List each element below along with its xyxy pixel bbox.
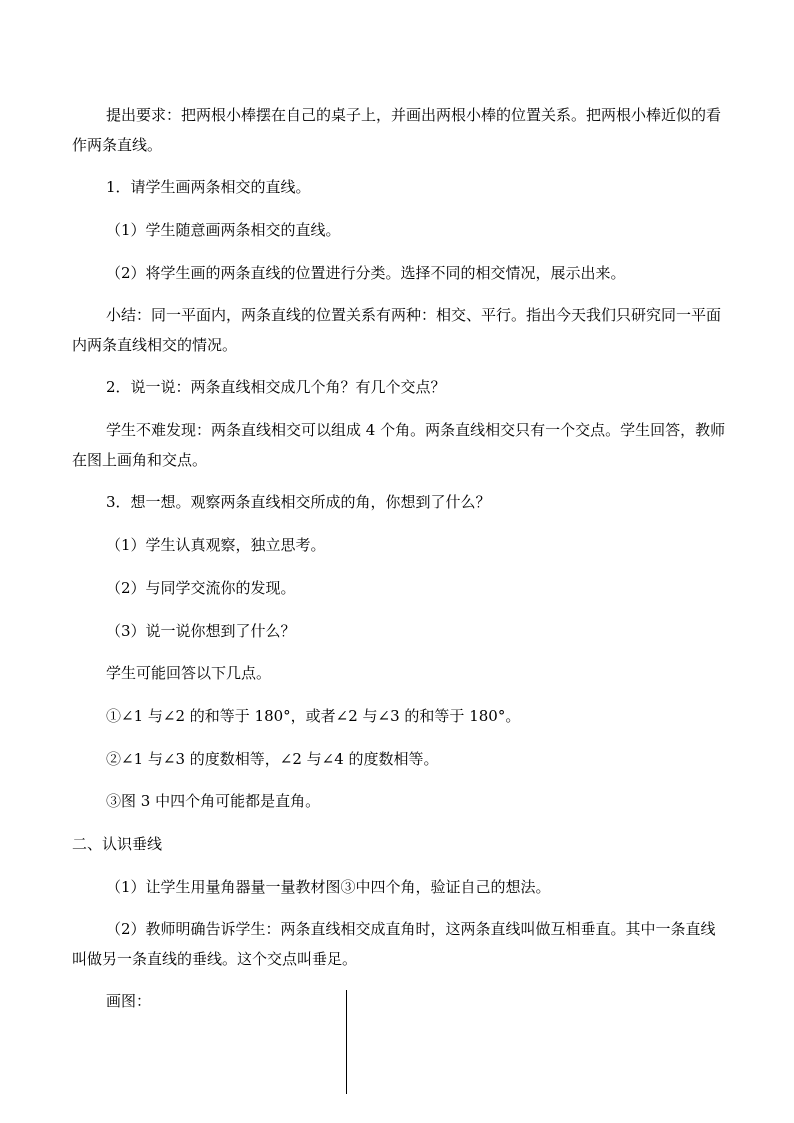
step-1-item-1: （1）学生随意画两条相交的直线。 — [106, 221, 341, 239]
step-3-item-2: （2）与同学交流你的发现。 — [106, 579, 296, 597]
paragraph-summary: 小结：同一平面内，两条直线的位置关系有两种：相交、平行。指出今天我们只研究同一平面内两条直线相交的情况。 — [72, 306, 722, 354]
perpendicular-item-1: （1）让学生用量角器量一量教材图③中四个角，验证自己的想法。 — [106, 878, 551, 896]
answer-2: ②∠1 与∠3 的度数相等，∠2 与∠4 的度数相等。 — [106, 750, 439, 768]
answer-3: ③图 3 中四个角可能都是直角。 — [106, 792, 321, 810]
section-heading-perpendicular: 二、认识垂线 — [72, 835, 163, 853]
step-2-heading: 2．说一说：两条直线相交成几个角？有几个交点？ — [106, 378, 446, 396]
step-1-heading: 1．请学生画两条相交的直线。 — [106, 178, 311, 196]
drawing-label: 画图： — [106, 992, 152, 1010]
perpendicular-item-2: （2）教师明确告诉学生：两条直线相交成直角时，这两条直线叫做互相垂直。其中一条直线叫做另一条直线的垂线。这个交点叫垂足。 — [72, 920, 716, 968]
answer-1: ①∠1 与∠2 的和等于 180°，或者∠2 与∠3 的和等于 180°。 — [106, 707, 521, 725]
paragraph-possible-answers: 学生可能回答以下几点。 — [106, 664, 272, 682]
step-3-heading: 3．想一想。观察两条直线相交所成的角，你想到了什么？ — [106, 493, 491, 511]
step-3-item-3: （3）说一说你想到了什么？ — [106, 622, 296, 640]
paragraph-requirement: 提出要求：把两根小棒摆在自己的桌子上，并画出两根小棒的位置关系。把两根小棒近似的看作两条直线。 — [72, 106, 722, 154]
step-1-item-2: （2）将学生画的两条直线的位置进行分类。选择不同的相交情况，展示出来。 — [106, 264, 626, 282]
vertical-rule — [346, 990, 347, 1094]
step-3-item-1: （1）学生认真观察，独立思考。 — [106, 536, 326, 554]
paragraph-discovery: 学生不难发现：两条直线相交可以组成 4 个角。两条直线相交只有一个交点。学生回答，教师在图上画角和交点。 — [72, 421, 726, 469]
